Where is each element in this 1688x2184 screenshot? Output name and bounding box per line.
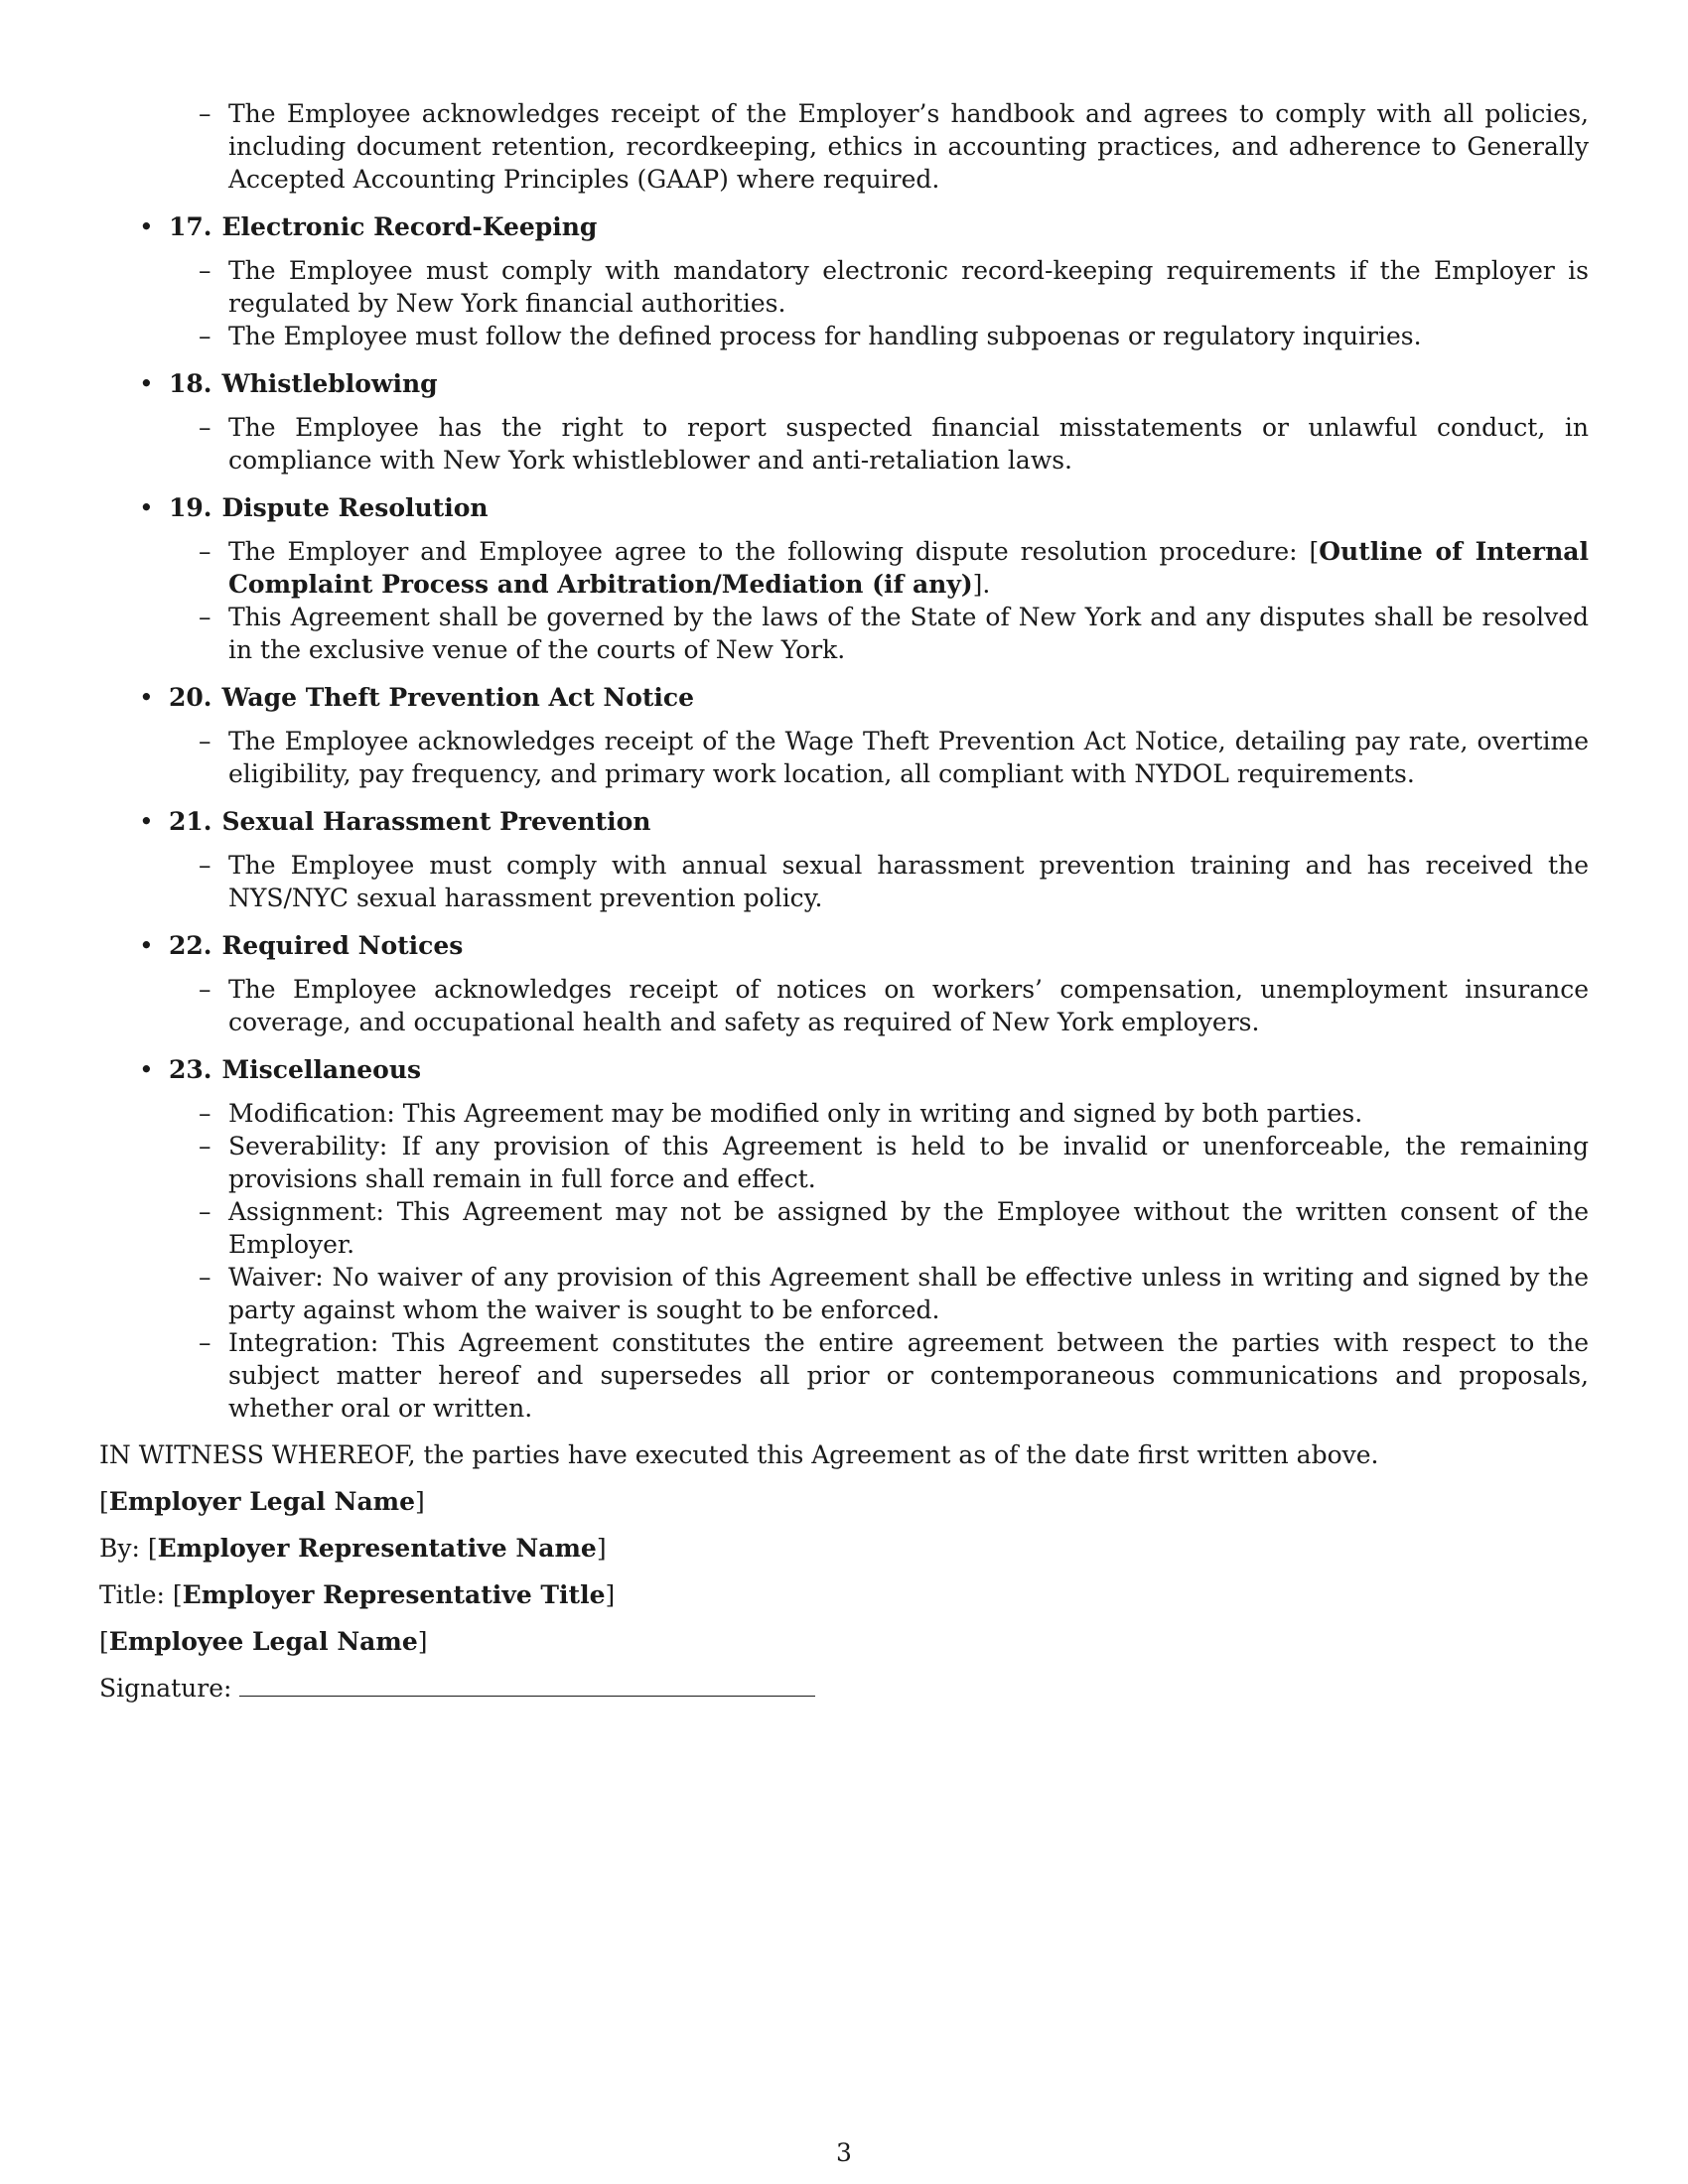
by-label: By: bbox=[99, 1534, 140, 1563]
section-heading bbox=[169, 367, 1589, 400]
representative-name-line: By: [Employer Representative Name] bbox=[99, 1534, 607, 1563]
continued-item-list bbox=[199, 97, 1589, 196]
section-list bbox=[99, 210, 1589, 1425]
list-item bbox=[199, 1130, 1589, 1195]
section-title: Wage Theft Prevention Act Notice bbox=[221, 683, 695, 712]
list-item bbox=[199, 601, 1589, 666]
item-text: Waiver: No waiver of any provision of this Agreement shall be effective unless in writing and signed by the party against whom the waiver is sought to be enforced. bbox=[228, 1263, 1589, 1324]
section-number: 18. bbox=[169, 369, 212, 398]
dash-marker: – bbox=[199, 1328, 211, 1357]
item-text: The Employee has the right to report suspected financial misstatements or unlawful conduct, in compliance with New York whistleblower and anti-retaliation laws. bbox=[228, 413, 1589, 475]
list-item bbox=[199, 411, 1589, 477]
section-18 bbox=[99, 367, 1589, 477]
item-text: Integration: This Agreement constitutes the entire agreement between the parties with respect to the subject matter hereof and supersedes all prior or contemporaneous communications and proposals, whether oral or written. bbox=[228, 1328, 1589, 1423]
page-number: 3 bbox=[836, 2138, 852, 2167]
dash-marker: – bbox=[199, 322, 211, 350]
bullet-marker: • bbox=[139, 683, 154, 712]
section-21 bbox=[99, 805, 1589, 914]
list-item bbox=[199, 849, 1589, 914]
section-heading bbox=[169, 1053, 1589, 1086]
dash-marker: – bbox=[199, 1099, 211, 1128]
section-heading bbox=[169, 929, 1589, 962]
dash-marker: – bbox=[199, 727, 211, 755]
section-items bbox=[199, 1097, 1589, 1425]
employer-legal-name: Employer Legal Name bbox=[108, 1487, 416, 1516]
employer-representative-title: Employer Representative Title bbox=[182, 1580, 606, 1609]
dash-marker: – bbox=[199, 99, 211, 128]
employer-name-line: [Employer Legal Name] bbox=[99, 1487, 425, 1516]
section-22 bbox=[99, 929, 1589, 1038]
section-title: Whistleblowing bbox=[221, 369, 438, 398]
employee-name-line: [Employee Legal Name] bbox=[99, 1627, 428, 1656]
item-text: Severability: If any provision of this Agreement is held to be invalid or unenforceable, the remaining provisions shall remain in full force and effect. bbox=[228, 1132, 1589, 1193]
list-item bbox=[199, 97, 1589, 196]
dash-marker: – bbox=[199, 413, 211, 442]
list-item bbox=[199, 1097, 1589, 1130]
item-text: The Employee must follow the defined process for handling subpoenas or regulatory inquiries. bbox=[228, 322, 1422, 350]
witness-paragraph: IN WITNESS WHEREOF, the parties have executed this Agreement as of the date first written above. bbox=[99, 1440, 1379, 1469]
section-title: Sexual Harassment Prevention bbox=[221, 807, 651, 836]
section-items bbox=[199, 254, 1589, 352]
section-title: Miscellaneous bbox=[221, 1055, 422, 1084]
dash-marker: – bbox=[199, 1132, 211, 1160]
section-title: Electronic Record-Keeping bbox=[221, 212, 598, 241]
dash-marker: – bbox=[199, 975, 211, 1004]
section-title: Required Notices bbox=[221, 931, 464, 960]
section-heading bbox=[169, 681, 1589, 714]
list-item: – The Employer and Employee agree to the following dispute resolution procedure: [Outline of Internal Complaint Process and Arbitration/Mediation (if any)]. bbox=[199, 537, 1589, 599]
dash-marker: – bbox=[199, 603, 211, 631]
section-heading bbox=[169, 491, 1589, 524]
section-number: 17. bbox=[169, 212, 212, 241]
section-number: 19. bbox=[169, 493, 212, 522]
dash-marker: – bbox=[199, 537, 211, 566]
section-items bbox=[199, 973, 1589, 1038]
dash-marker: – bbox=[199, 1263, 211, 1292]
list-item bbox=[199, 320, 1589, 352]
employee-legal-name: Employee Legal Name bbox=[108, 1627, 418, 1656]
employer-representative-name: Employer Representative Name bbox=[157, 1534, 597, 1563]
list-item bbox=[199, 1326, 1589, 1425]
document-page bbox=[99, 97, 1589, 1705]
representative-title-line: Title: [Employer Representative Title] bbox=[99, 1580, 616, 1609]
section-heading bbox=[169, 210, 1589, 243]
placeholder-dispute-procedure: Outline of Internal Complaint Process and Arbitration/Mediation (if any) bbox=[228, 537, 1589, 599]
section-20 bbox=[99, 681, 1589, 790]
item-text: This Agreement shall be governed by the laws of the State of New York and any disputes shall be resolved in the exclusive venue of the courts of New York. bbox=[228, 603, 1589, 664]
bullet-marker: • bbox=[139, 369, 154, 398]
list-item bbox=[199, 973, 1589, 1038]
section-number: 20. bbox=[169, 683, 212, 712]
item-text: The Employee acknowledges receipt of the Employer’s handbook and agrees to comply with all policies, including document retention, recordkeeping, ethics in accounting practices, and adherence to Generally Accepted Accounting Principles (GAAP) where required. bbox=[228, 99, 1589, 194]
section-title: Dispute Resolution bbox=[221, 493, 489, 522]
item-text: The Employee acknowledges receipt of notices on workers’ compensation, unemployment insurance coverage, and occupational health and safety as required of New York employers. bbox=[228, 975, 1589, 1036]
dash-marker: – bbox=[199, 256, 211, 285]
section-17 bbox=[99, 210, 1589, 352]
section-heading bbox=[169, 805, 1589, 838]
bullet-marker: • bbox=[139, 807, 154, 836]
signature-line[interactable] bbox=[239, 1674, 815, 1697]
signature-label: Signature: bbox=[99, 1674, 232, 1703]
dash-marker: – bbox=[199, 851, 211, 880]
item-text: The Employee acknowledges receipt of the Wage Theft Prevention Act Notice, detailing pay rate, overtime eligibility, pay frequency, and primary work location, all compliant with NYDOL requirements. bbox=[228, 727, 1589, 788]
item-text: The Employee must comply with annual sexual harassment prevention training and has received the NYS/NYC sexual harassment prevention policy. bbox=[228, 851, 1589, 912]
section-number: 23. bbox=[169, 1055, 212, 1084]
item-text: The Employer and Employee agree to the following dispute resolution procedure: bbox=[228, 537, 1310, 566]
section-23 bbox=[99, 1053, 1589, 1425]
list-item bbox=[199, 1261, 1589, 1326]
dash-marker: – bbox=[199, 1197, 211, 1226]
bullet-marker: • bbox=[139, 931, 154, 960]
section-number: 21. bbox=[169, 807, 212, 836]
section-items bbox=[199, 535, 1589, 666]
item-text: The Employee must comply with mandatory electronic record-keeping requirements if the Employer is regulated by New York financial authorities. bbox=[228, 256, 1589, 318]
section-items bbox=[199, 411, 1589, 477]
signature-line-row bbox=[99, 1672, 1589, 1705]
section-items bbox=[199, 849, 1589, 914]
list-item bbox=[199, 1195, 1589, 1261]
section-19 bbox=[99, 491, 1589, 666]
bullet-marker: • bbox=[139, 1055, 154, 1084]
section-number: 22. bbox=[169, 931, 212, 960]
title-label: Title: bbox=[99, 1580, 165, 1609]
list-item bbox=[199, 254, 1589, 320]
item-text: Assignment: This Agreement may not be assigned by the Employee without the written consent of the Employer. bbox=[228, 1197, 1589, 1259]
list-item bbox=[199, 725, 1589, 790]
bullet-marker: • bbox=[139, 212, 154, 241]
section-items bbox=[199, 725, 1589, 790]
item-text: Modification: This Agreement may be modified only in writing and signed by both parties. bbox=[228, 1099, 1363, 1128]
bullet-marker: • bbox=[139, 493, 154, 522]
